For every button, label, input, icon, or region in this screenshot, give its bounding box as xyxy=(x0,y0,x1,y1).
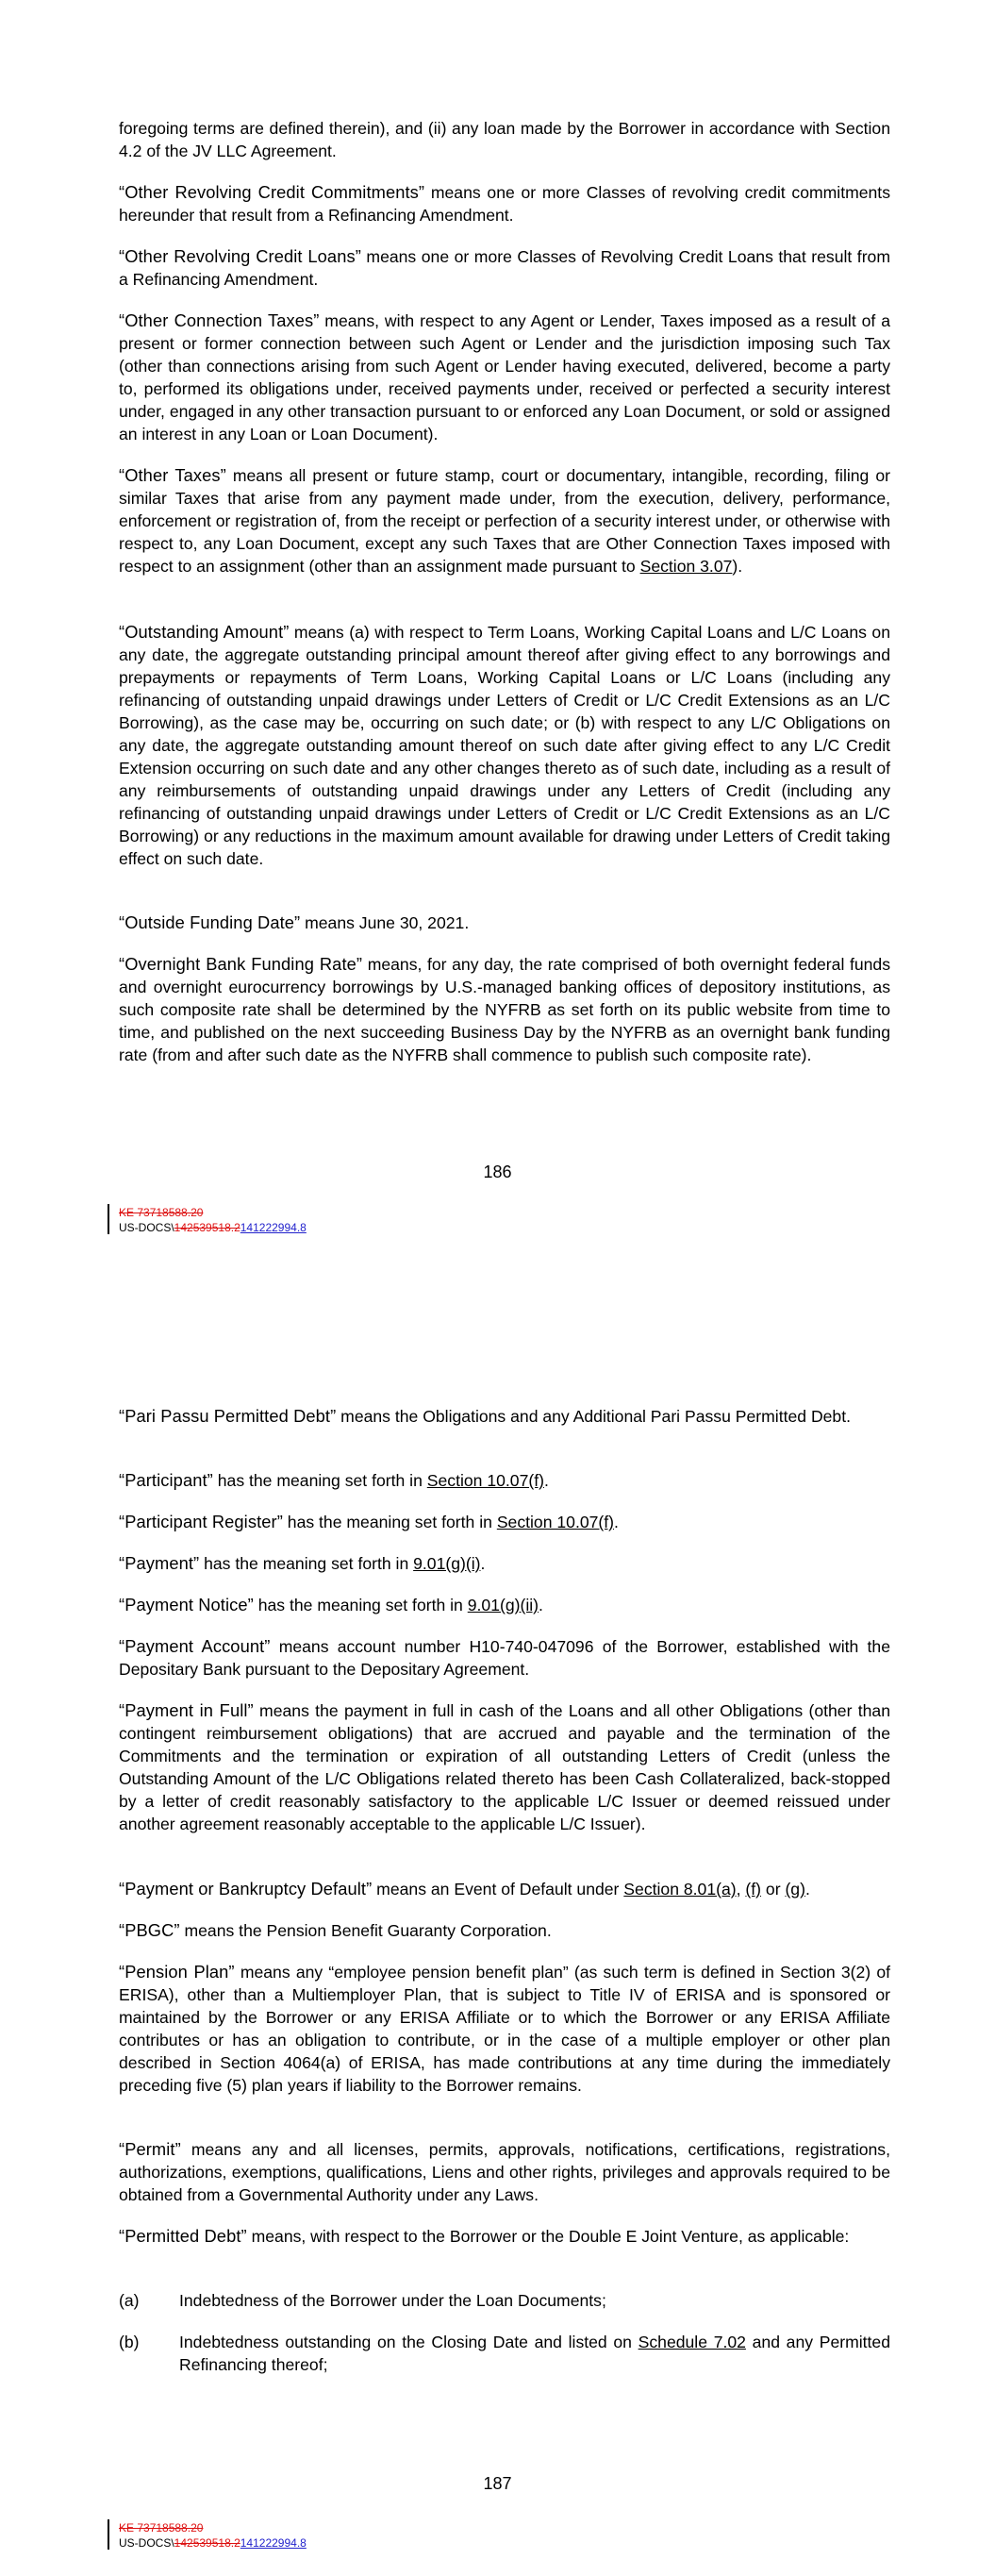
paragraph-continuation xyxy=(119,117,890,162)
punctuation: . xyxy=(804,1880,810,1899)
defined-term: “Participant” xyxy=(119,1470,213,1490)
footer-doc-id xyxy=(119,2535,307,2551)
definition-pari-passu-permitted-debt xyxy=(119,1405,890,1428)
footer-deleted-number: 142539518.2 xyxy=(174,1221,240,1234)
definition-participant xyxy=(119,1469,890,1492)
section-reference-link[interactable]: (f) xyxy=(745,1880,762,1899)
defined-term: “Outside Funding Date” xyxy=(119,912,301,932)
list-item-text: Indebtedness of the Borrower under the Loan Documents; xyxy=(179,2291,606,2310)
definition-text: means, with respect to the Borrower or the Double E Joint Venture, as applicable: xyxy=(246,2227,850,2246)
footer-inserted-number: 141222994.8 xyxy=(240,1221,307,1234)
change-bar xyxy=(108,1204,109,1234)
defined-term: “Permit” xyxy=(119,2139,181,2159)
defined-term: “Outstanding Amount” xyxy=(119,622,290,642)
section-reference-link[interactable]: Section 3.07 xyxy=(639,557,733,576)
section-reference-link[interactable]: Section 10.07(f) xyxy=(426,1471,544,1490)
list-item-b xyxy=(119,2331,890,2376)
definition-other-revolving-credit-commitments xyxy=(119,181,890,226)
defined-term: “Pension Plan” xyxy=(119,1962,235,1982)
paragraph-text: foregoing terms are defined therein), and (ii) any loan made by the Borrower in accordance with Section 4.2 of the JV LLC Agreement. xyxy=(119,119,890,160)
footer-deleted-id: KE 73718588.20 xyxy=(119,2521,204,2534)
punctuation: . xyxy=(539,1596,543,1614)
definition-other-taxes xyxy=(119,464,890,577)
definition-text: means one or more Classes of revolving credit commitments hereunder that result from a Refinancing Amendment. xyxy=(119,183,890,225)
definition-other-connection-taxes xyxy=(119,309,890,445)
definition-payment-notice xyxy=(119,1594,890,1616)
definition-text: has the meaning set forth in xyxy=(199,1554,414,1573)
section-reference-link[interactable]: (g) xyxy=(785,1880,805,1899)
document-footer xyxy=(119,1205,307,1235)
change-bar xyxy=(108,2519,109,2550)
defined-term: “Payment or Bankruptcy Default” xyxy=(119,1879,373,1899)
defined-term: “Payment Notice” xyxy=(119,1595,254,1614)
section-reference-link[interactable]: Section 8.01(a) xyxy=(623,1880,737,1899)
defined-term: “Payment in Full” xyxy=(119,1700,254,1720)
punctuation: or xyxy=(761,1880,786,1899)
definition-text: means the Obligations and any Additional Pari Passu Permitted Debt. xyxy=(336,1407,851,1426)
definition-text: has the meaning set forth in xyxy=(253,1596,468,1614)
definition-outside-funding-date xyxy=(119,912,890,934)
definition-outstanding-amount xyxy=(119,621,890,870)
definition-overnight-bank-funding-rate xyxy=(119,953,890,1066)
definition-text: means account number H10-740-047096 of the Borrower, established with the Depositary Bank pursuant to the Depositary Agreement. xyxy=(119,1637,890,1679)
definition-text: has the meaning set forth in xyxy=(212,1471,427,1490)
definition-other-revolving-credit-loans xyxy=(119,245,890,291)
defined-term: “Permitted Debt” xyxy=(119,2226,247,2246)
defined-term: “Pari Passu Permitted Debt” xyxy=(119,1406,337,1426)
footer-inserted-number: 141222994.8 xyxy=(240,2536,307,2550)
definition-text: means any “employee pension benefit plan” (as such term is defined in Section 3(2) of ERISA), other than a Multiemployer Plan, that is subject to Title IV of ERISA and is sponsored or maintained by the Borrower or any ERISA Affiliate or to which the Borrower or any ERISA Affiliate contributes or has an obligation to contribute, or in the case of a multiple employer or other plan described in Section 4064(a) of ERISA, has made contributions at any time during the immediately preceding five (5) plan years if liability to the Borrower remains. xyxy=(119,1963,890,2095)
definition-text: means, for any day, the rate comprised of both overnight federal funds and overnight eurocurrency borrowings by U.S.-managed banking offices of depository institutions, as such composite rate shall be determined by the NYFRB as set forth on its public website from time to time, and published on the next succeeding Business Day by the NYFRB as an overnight bank funding rate (from and after such date as the NYFRB shall commence to publish such composite rate). xyxy=(119,955,890,1064)
definition-permit xyxy=(119,2138,890,2206)
list-item-a xyxy=(119,2289,890,2312)
definition-text: means (a) with respect to Term Loans, Working Capital Loans and L/C Loans on any date, the aggregate outstanding principal amount thereof after giving effect to any borrowings and prepayments or repayments of Term Loans, Working Capital Loans or L/C Loans (including any refinancing of outstanding unpaid drawings under Letters of Credit or L/C Credit Extensions as an L/C Borrowing), as the case may be, occurring on such date; or (b) with respect to any L/C Obligations on any date, the aggregate outstanding amount thereof on such date after giving effect to any L/C Credit Extension occurring on such date and any other changes thereto as of such date, including as a result of any reimbursements of outstanding unpaid drawings under any Letters of Credit (including any refinancing of outstanding unpaid drawings under Letters of Credit or L/C Credit Extensions as an L/C Borrowing) or any reductions in the maximum amount available for drawing under Letters of Credit taking effect on such date. xyxy=(119,623,890,868)
punctuation: ). xyxy=(732,557,743,576)
page-number: 187 xyxy=(483,2474,512,2493)
defined-term: “Payment Account” xyxy=(119,1636,271,1656)
list-item-text xyxy=(179,2331,890,2376)
section-reference-link[interactable]: Section 10.07(f) xyxy=(496,1513,615,1531)
definition-permitted-debt xyxy=(119,2225,890,2248)
document-footer xyxy=(119,2520,307,2551)
footer-prefix: US-DOCS\ xyxy=(119,2536,174,2550)
page-number: 186 xyxy=(483,1163,512,1181)
list-item-text-part: and any Permitted Refinancing thereof; xyxy=(179,2333,890,2374)
defined-term: “Participant Register” xyxy=(119,1512,283,1531)
defined-term: “Other Revolving Credit Loans” xyxy=(119,246,361,266)
page-187 xyxy=(0,1283,995,2576)
definition-pbgc xyxy=(119,1919,890,1942)
defined-term: “Overnight Bank Funding Rate” xyxy=(119,954,363,974)
schedule-reference-link[interactable]: Schedule 7.02 xyxy=(638,2333,746,2351)
list-item-label: (a) xyxy=(119,2291,140,2310)
defined-term: “Payment” xyxy=(119,1553,200,1573)
definition-participant-register xyxy=(119,1511,890,1533)
definition-payment-or-bankruptcy-default xyxy=(119,1878,890,1900)
definition-payment-in-full xyxy=(119,1699,890,1835)
definition-pension-plan xyxy=(119,1961,890,2097)
definition-text: means June 30, 2021. xyxy=(300,913,470,932)
punctuation: , xyxy=(736,1880,746,1899)
defined-term: “Other Connection Taxes” xyxy=(119,310,320,330)
defined-term: “Other Revolving Credit Commitments” xyxy=(119,182,425,202)
list-item-label: (b) xyxy=(119,2333,140,2351)
definition-text: means the Pension Benefit Guaranty Corporation. xyxy=(179,1921,552,1940)
definition-text: means, with respect to any Agent or Lender, Taxes imposed as a result of a present or former connection between such Agent or Lender and the jurisdiction imposing such Tax (other than connections arising from such Agent or Lender having executed, delivered, become a party to, performed its obligations under, received payments under, received or perfected a security interest under, engaged in any other transaction pursuant to or enforced any Loan Document, or sold or assigned an interest in any Loan or Loan Document). xyxy=(119,311,890,443)
definition-text: means the payment in full in cash of the Loans and all other Obligations (other than contingent reimbursement obligations) that are accrued and payable and the termination of the Commitments and the termination or expiration of all outstanding Letters of Credit (unless the Outstanding Amount of the L/C Obligations related thereto has been Cash Collateralized, back-stopped by a letter of credit reasonably satisfactory to the applicable L/C Issuer or deemed reissued under another agreement reasonably acceptable to the applicable L/C Issuer). xyxy=(119,1701,890,1833)
footer-doc-id xyxy=(119,1220,307,1235)
page-186 xyxy=(0,0,995,1283)
punctuation: . xyxy=(614,1513,619,1531)
defined-term: “Other Taxes” xyxy=(119,465,226,485)
footer-prefix: US-DOCS\ xyxy=(119,1221,174,1234)
definition-payment-account xyxy=(119,1635,890,1681)
footer-deleted-number: 142539518.2 xyxy=(174,2536,240,2550)
section-reference-link[interactable]: 9.01(g)(i) xyxy=(413,1554,481,1573)
list-item-text-part: Indebtedness outstanding on the Closing Date and listed on xyxy=(179,2333,638,2351)
punctuation: . xyxy=(543,1471,549,1490)
footer-deleted-id: KE 73718588.20 xyxy=(119,1206,204,1219)
definition-payment xyxy=(119,1552,890,1575)
defined-term: “PBGC” xyxy=(119,1920,180,1940)
definition-text: means an Event of Default under xyxy=(372,1880,624,1899)
punctuation: . xyxy=(480,1554,486,1573)
definition-text: means one or more Classes of Revolving Credit Loans that result from a Refinancing Amendment. xyxy=(119,247,890,289)
definition-text: has the meaning set forth in xyxy=(282,1513,497,1531)
definition-text: means any and all licenses, permits, approvals, notifications, certifications, registrations, authorizations, exemptions, qualifications, Liens and other rights, privileges and approvals required to be obtained from a Governmental Authority under any Laws. xyxy=(119,2140,890,2204)
section-reference-link[interactable]: 9.01(g)(ii) xyxy=(467,1596,539,1614)
definition-text: means all present or future stamp, court or documentary, intangible, recording, filing or similar Taxes that arise from any payment made under, from the execution, delivery, performance, enforcement or registration of, from the receipt or perfection of a security interest under, or otherwise with respect to, any Loan Document, except any such Taxes that are Other Connection Taxes imposed with respect to an assignment (other than an assignment made pursuant to xyxy=(119,466,891,576)
